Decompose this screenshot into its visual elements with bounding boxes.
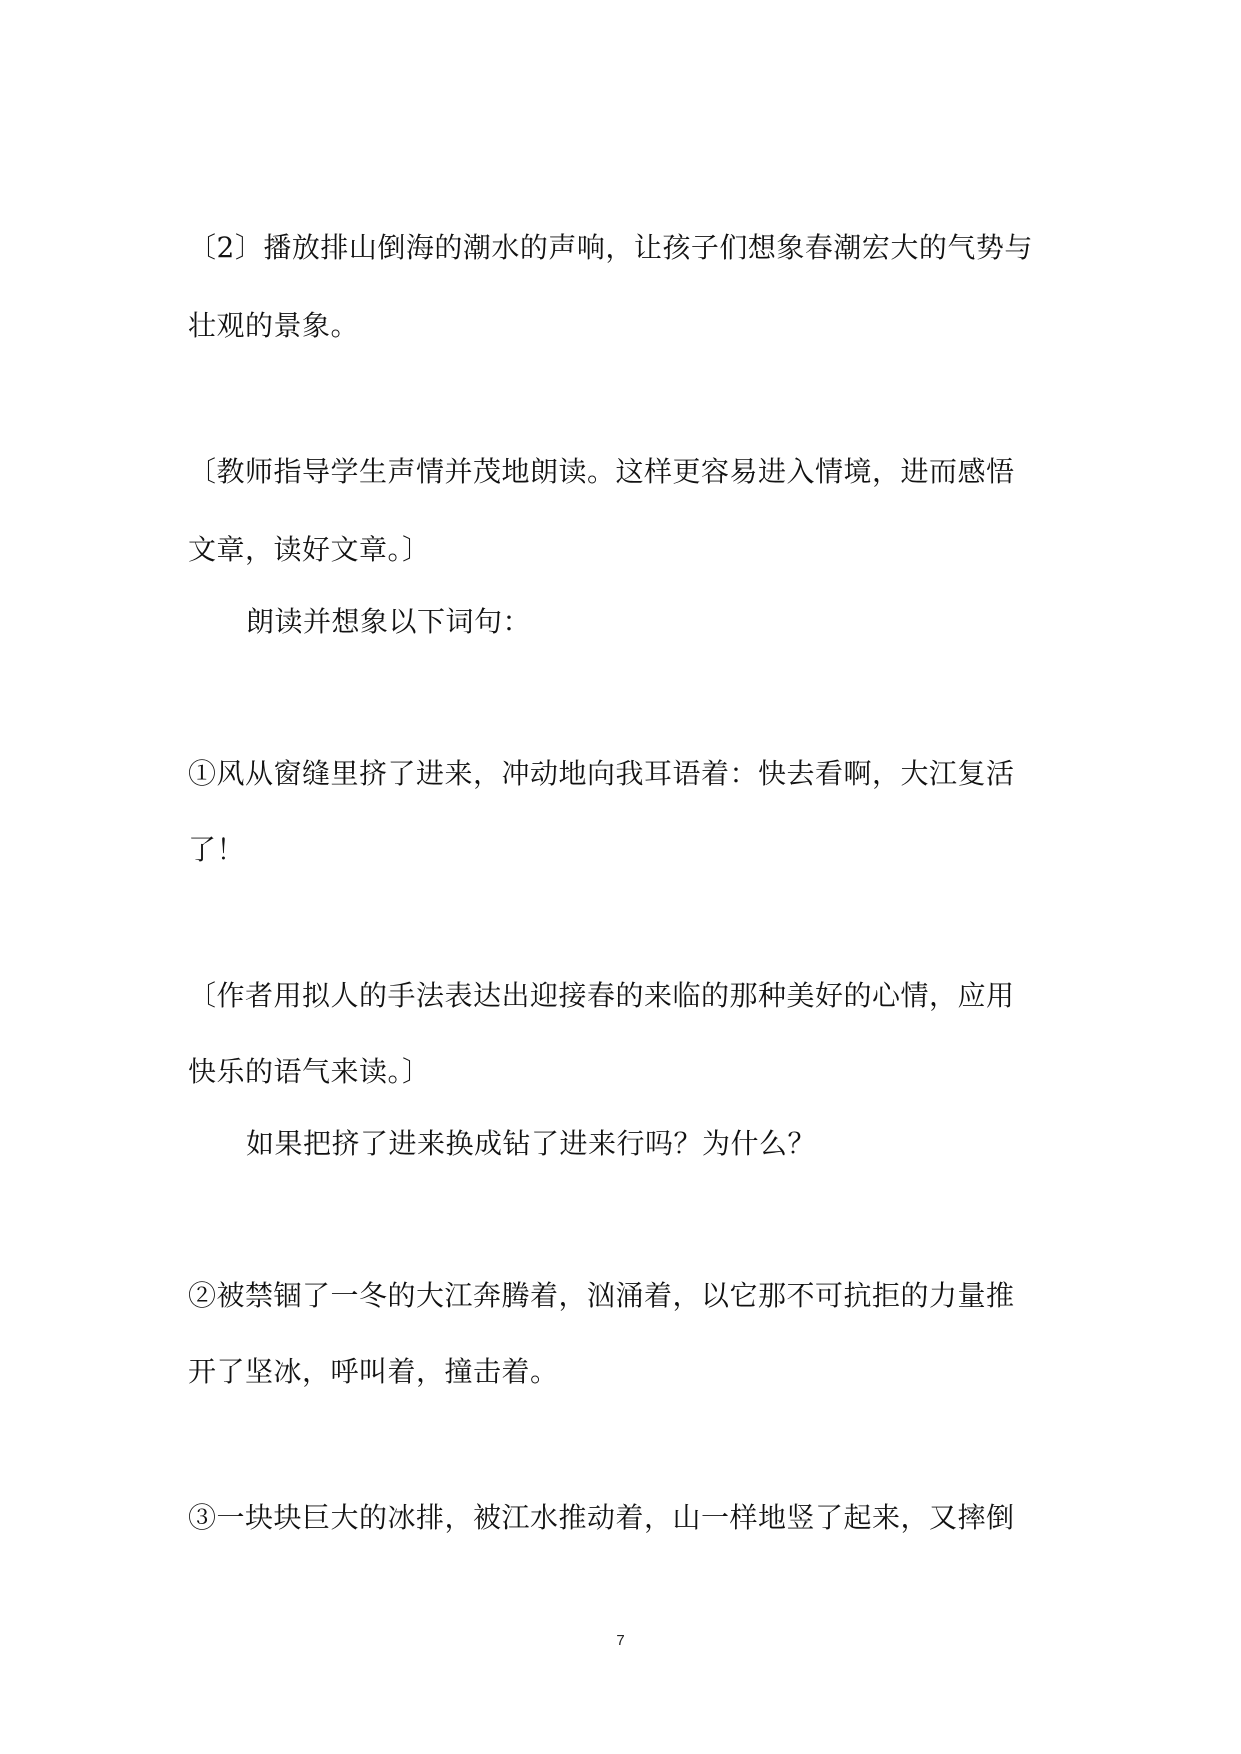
paragraph-line: 开了坚冰，呼叫着，撞击着。	[188, 1355, 559, 1388]
paragraph-line: 〔2〕播放排山倒海的潮水的声响，让孩子们想象春潮宏大的气势与	[188, 231, 1033, 264]
paragraph-line: 如果把挤了进来换成钻了进来行吗？为什么？	[246, 1127, 817, 1160]
paragraph-line: 朗读并想象以下词句：	[246, 605, 532, 638]
paragraph-line: ①风从窗缝里挤了进来，冲动地向我耳语着：快去看啊，大江复活	[188, 757, 1015, 790]
paragraph-line: 〔作者用拟人的手法表达出迎接春的来临的那种美好的心情，应用	[188, 979, 1015, 1012]
paragraph-line: 壮观的景象。	[188, 309, 360, 342]
page-number: 7	[616, 1632, 625, 1649]
paragraph-line: ②被禁锢了一冬的大江奔腾着，汹涌着，以它那不可抗拒的力量推	[188, 1279, 1015, 1312]
paragraph-line: 了！	[188, 833, 246, 866]
paragraph-line: 文章，读好文章。〕	[188, 533, 431, 566]
paragraph-line: 〔教师指导学生声情并茂地朗读。这样更容易进入情境，进而感悟	[188, 455, 1015, 488]
paragraph-line: ③一块块巨大的冰排，被江水推动着，山一样地竖了起来，又摔倒	[188, 1501, 1015, 1534]
paragraph-line: 快乐的语气来读。〕	[188, 1055, 431, 1088]
